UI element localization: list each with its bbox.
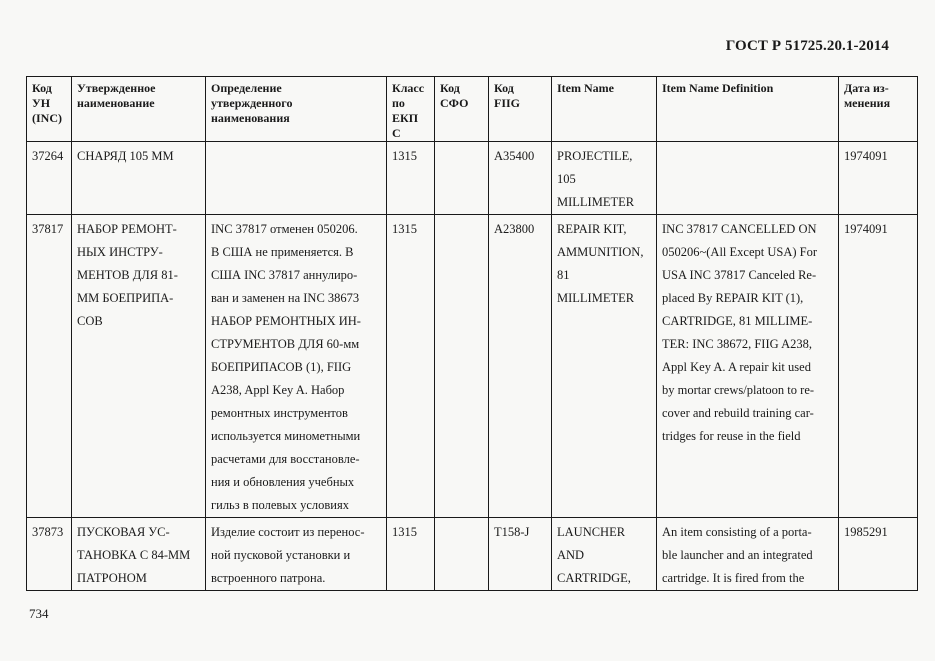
cell-approved-name: ПУСКОВАЯ УС- ТАНОВКА С 84-ММ ПАТРОНОМ	[72, 518, 206, 591]
cell-name-definition	[206, 142, 387, 215]
cell-item-definition	[657, 142, 839, 215]
cell-change-date: 1985291	[839, 518, 918, 591]
cell-item-name: LAUNCHER AND CARTRIDGE,	[552, 518, 657, 591]
col-header-class: Класс по ЕКП С	[387, 77, 435, 142]
cell-fiig: A23800	[489, 215, 552, 518]
cell-inc: 37817	[27, 215, 72, 518]
nomenclature-table	[26, 76, 918, 591]
cell-approved-name: СНАРЯД 105 ММ	[72, 142, 206, 215]
cell-change-date: 1974091	[839, 142, 918, 215]
cell-change-date: 1974091	[839, 215, 918, 518]
col-header-item-name: Item Name	[552, 77, 657, 142]
cell-approved-name: НАБОР РЕМОНТ- НЫХ ИНСТРУ- МЕНТОВ ДЛЯ 81- ММ БОЕПРИПА- СОВ	[72, 215, 206, 518]
cell-class: 1315	[387, 215, 435, 518]
cell-fiig: A35400	[489, 142, 552, 215]
col-header-change-date: Дата из- менения	[839, 77, 918, 142]
cell-class: 1315	[387, 142, 435, 215]
col-header-item-definition: Item Name Definition	[657, 77, 839, 142]
cell-sfo	[435, 215, 489, 518]
table-row	[27, 142, 918, 215]
cell-item-definition: INC 37817 CANCELLED ON 050206~(All Except USA) For USA INC 37817 Canceled Re- placed By REPAIR KIT (1), CARTRIDGE, 81 MILLIME- TER: INC 38672, FIIG A238, Appl Key A. A repair kit used by mortar crews/platoon to re- cover and rebuild training car- tridges for reuse in the field	[657, 215, 839, 518]
col-header-sfo: Код СФО	[435, 77, 489, 142]
cell-item-definition: An item consisting of a porta- ble launcher and an integrated cartridge. It is fired from the	[657, 518, 839, 591]
table-header-row	[27, 77, 918, 142]
cell-inc: 37264	[27, 142, 72, 215]
cell-name-definition: INC 37817 отменен 050206. В США не применяется. В США INC 37817 аннулиро- ван и заменен на INC 38673 НАБОР РЕМОНТНЫХ ИН- СТРУМЕНТОВ ДЛЯ 60-мм БОЕПРИПАСОВ (1), FIIG A238, Appl Key A. Набор ремонтных инструментов используется минометными расчетами для восстановле- ния и обновления учебных гильз в полевых условиях	[206, 215, 387, 518]
cell-sfo	[435, 518, 489, 591]
cell-item-name: PROJECTILE, 105 MILLIMETER	[552, 142, 657, 215]
cell-class: 1315	[387, 518, 435, 591]
cell-fiig: T158-J	[489, 518, 552, 591]
cell-name-definition: Изделие состоит из перенос- ной пусковой установки и встроенного патрона.	[206, 518, 387, 591]
document-id: ГОСТ Р 51725.20.1-2014	[725, 38, 889, 54]
cell-inc: 37873	[27, 518, 72, 591]
table-row	[27, 518, 918, 591]
col-header-fiig: Код FIIG	[489, 77, 552, 142]
col-header-inc: Код УН (INC)	[27, 77, 72, 142]
col-header-name-definition: Определение утвержденного наименования	[206, 77, 387, 142]
cell-item-name: REPAIR KIT, AMMUNITION, 81 MILLIMETER	[552, 215, 657, 518]
col-header-approved-name: Утвержденное наименование	[72, 77, 206, 142]
cell-sfo	[435, 142, 489, 215]
table-row	[27, 215, 918, 518]
page-number: 734	[29, 606, 49, 621]
